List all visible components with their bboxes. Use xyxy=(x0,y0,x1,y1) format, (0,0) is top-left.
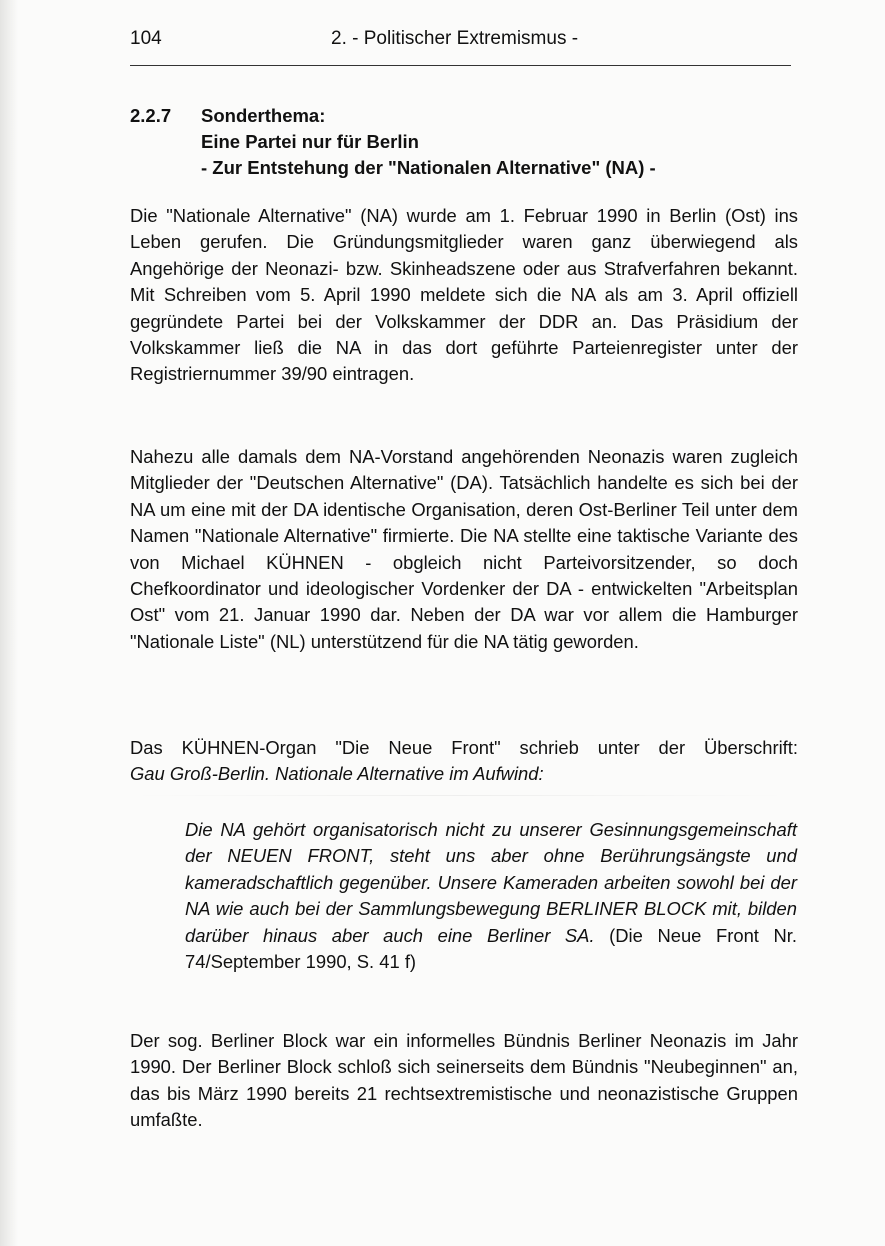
section-number: 2.2.7 xyxy=(130,105,172,126)
block-quote-text: Die NA gehört organisatorisch nicht zu unserer Gesinnungsgemeinschaft der NEUEN FRONT, steht uns aber ohne Berührungsängste und kameradschaftlich gegenüber. Unsere Kameraden arbeiten sowohl bei der NA wie auch bei der Sammlungsbewegung BERLINER BLOCK mit, bilden darüber hinaus aber auch eine Berliner SA. xyxy=(185,819,797,946)
page-header xyxy=(130,28,790,50)
paragraph-3-lead: Das KÜHNEN-Organ "Die Neue Front" schrieb unter der Überschrift: xyxy=(130,737,798,758)
section-title-line-3: - Zur Entstehung der "Nationalen Alternative" (NA) - xyxy=(201,157,656,178)
block-quote xyxy=(185,817,797,975)
running-title: 2. - Politischer Extremismus - xyxy=(331,28,579,49)
scan-artifact-line xyxy=(130,795,790,796)
paragraph-4: Der sog. Berliner Block war ein informelles Bündnis Berliner Neonazis im Jahr 1990. Der Berliner Block schloß sich seinerseits dem Bündnis "Neubeginnen" an, das bis März 1990 bereits 21 rechtsextremistische und neonazistische Gruppen umfaßte. xyxy=(130,1030,798,1131)
page-number: 104 xyxy=(130,28,162,49)
header-rule xyxy=(130,65,791,66)
page-gutter-shadow xyxy=(0,0,18,1246)
paragraph-1: Die "Nationale Alternative" (NA) wurde am 1. Februar 1990 in Berlin (Ost) ins Leben gerufen. Die Gründungsmitglieder waren ganz überwiegend als Angehörige der Neonazi- bzw. Skinheadszene oder aus Strafverfahren bekannt. Mit Schreiben vom 5. April 1990 meldete sich die NA als am 3. April offiziell gegründete Partei bei der Volkskammer der DDR an. Das Präsidium der Volkskammer ließ die NA in das dort geführte Parteienregister unter der Registriernummer 39/90 eintragen. xyxy=(130,205,798,385)
quoted-headline: Gau Groß-Berlin. Nationale Alternative im Aufwind: xyxy=(130,763,544,785)
paragraph-3 xyxy=(130,735,798,788)
block-quote-source: (Die Neue Front Nr. 74/September 1990, S. 41 f) xyxy=(185,924,798,973)
section-title xyxy=(201,103,656,181)
section-title-line-1: Sonderthema: xyxy=(201,105,326,126)
paragraph-2: Nahezu alle damals dem NA-Vorstand angehörenden Neonazis waren zugleich Mitglieder der "Deutschen Alternative" (DA). Tatsächlich handelte es sich bei der NA um eine mit der DA identische Organisation, deren Ost-Berliner Teil unter dem Namen "Nationale Alternative" firmierte. Die NA stellte eine taktische Variante des von Michael KÜHNEN - obgleich nicht Parteivorsitzender, so doch Chefkoordinator und ideologischer Vordenker der DA - entwickelten "Arbeitsplan Ost" vom 21. Januar 1990 dar. Neben der DA war vor allem die Hamburger "Nationale Liste" (NL) unterstützend für die NA tätig geworden. xyxy=(130,446,798,652)
section-title-line-2: Eine Partei nur für Berlin xyxy=(201,131,419,152)
